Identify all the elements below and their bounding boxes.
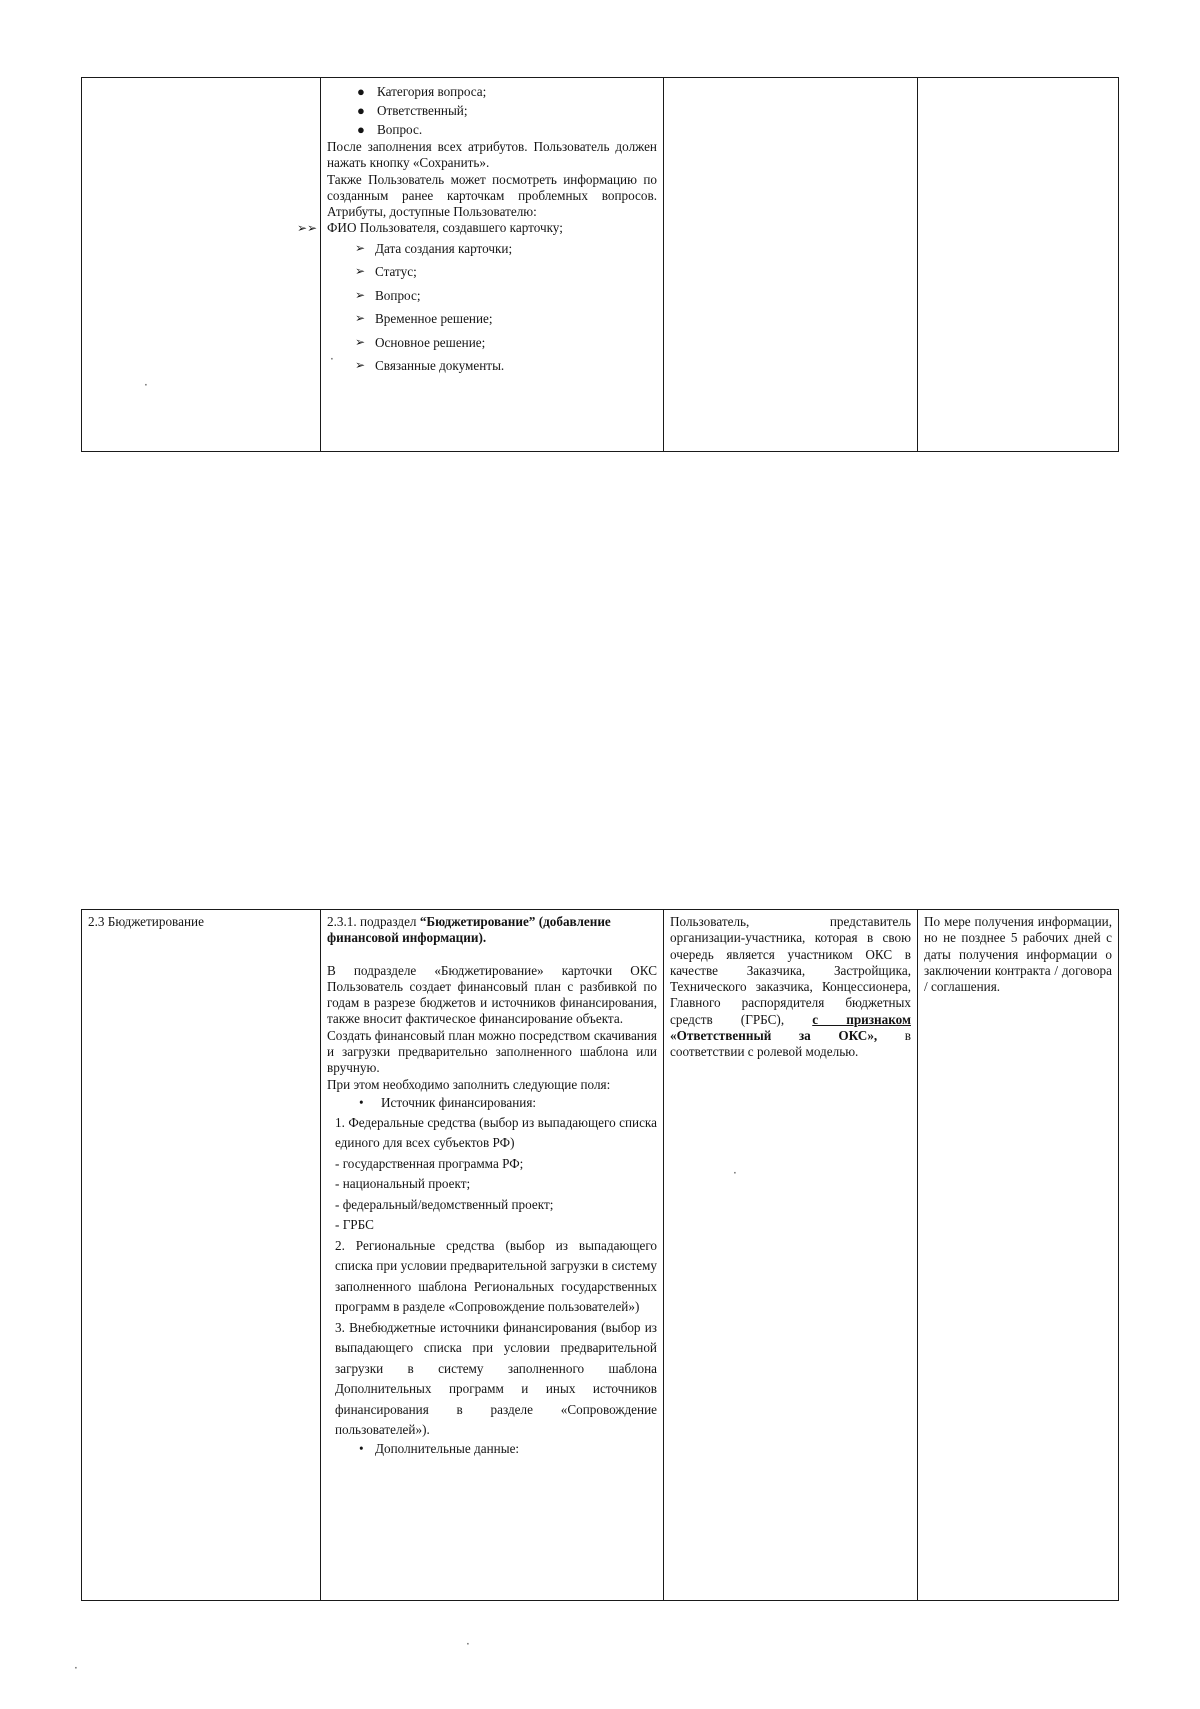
- federal-subitem: - национальный проект;: [335, 1176, 471, 1192]
- role-cell: [664, 910, 918, 1601]
- role-text: [670, 914, 911, 1061]
- paragraph: При этом необходимо заполнить следующие поля:: [327, 1076, 611, 1092]
- save-instruction-text: После заполнения всех атрибутов. Пользователь должен нажать кнопку «Сохранить».: [327, 139, 657, 171]
- source-label: • Источник финансирования:: [327, 1093, 657, 1113]
- extrabudget-funds: 3. Внебюджетные источники финансирования (выбор из выпадающего списка при условии предварительной загрузки в систему заполненного шаблона Дополнительных программ и иных источников финансирования в разделе «Сопровождение пользователей»).: [335, 1319, 657, 1438]
- view-cards-text: Также Пользователь может посмотреть информацию по созданным ранее карточкам проблемных вопросов. Атрибуты, доступные Пользователю:: [327, 171, 657, 220]
- paragraph: В подразделе «Бюджетирование» карточки ОКС Пользователь создает финансовый план с разбивкой по годам в разрезе бюджетов и источников финансирования, также вносит фактическое финансирование объекта.: [327, 962, 657, 1027]
- dot-list: [357, 82, 657, 139]
- timing-cell: [918, 910, 1119, 1601]
- role-tail: в соответствии с ролевой моделью.: [670, 1028, 912, 1060]
- scan-speck: ·: [733, 1166, 737, 1180]
- requirements-table: [81, 909, 1119, 1601]
- role-attribute-underlined: с признаком: [812, 1011, 911, 1027]
- federal-subitem: - ГРБС: [335, 1217, 374, 1233]
- spacer: [327, 947, 657, 963]
- scan-speck: ·: [330, 352, 334, 366]
- scan-speck: ·: [466, 1637, 470, 1651]
- subsection-title: “Бюджетирование” (добавление финансовой информации).: [327, 914, 611, 946]
- federal-subitem: - государственная программа РФ;: [335, 1155, 524, 1171]
- timing-text: По мере получения информации, но не позднее 5 рабочих дней с даты получения информации о заключении контракта / договора / соглашения.: [924, 914, 1112, 995]
- role-description: Пользователь, представитель организации-участника, которая в свою очередь является участником ОКС в качестве Заказчика, Застройщика, Технического заказчика, Концессионера, Главного распорядителя бюджетных средств (ГРБС),: [670, 914, 911, 1027]
- role-cell-empty: [664, 78, 918, 452]
- paragraph: Создать финансовый план можно посредством скачивания и загрузки предварительно заполненного шаблона или вручную.: [327, 1027, 657, 1076]
- list-item: ➢ Статус;: [355, 260, 657, 284]
- list-item: ➢ Временное решение;: [355, 307, 657, 331]
- fio-item-wrap: [279, 220, 657, 236]
- list-item: ➢ Вопрос;: [355, 284, 657, 308]
- description-cell: [321, 910, 664, 1601]
- section-name: 2.3 Бюджетирование: [88, 914, 204, 929]
- arrow-icon: ➢: [279, 221, 311, 236]
- section-cell: [82, 910, 321, 1601]
- description-cell: [279, 78, 664, 452]
- timing-cell-empty: [918, 78, 1119, 452]
- regional-funds: 2. Региональные средства (выбор из выпадающего списка при условии предварительной загрузки в систему заполненного шаблона Региональных государственных программ в разделе «Сопровождение пользователей»): [335, 1237, 657, 1315]
- federal-funds: 1. Федеральные средства (выбор из выпадающего списка единого для всех субъектов РФ): [335, 1114, 657, 1151]
- list-item: ● Вопрос.: [357, 120, 657, 139]
- federal-subitem: - федеральный/ведомственный проект;: [335, 1196, 554, 1212]
- list-item: ● Ответственный;: [357, 101, 657, 120]
- funding-sources: [327, 1113, 657, 1441]
- subsection-number: 2.3.1. подраздел: [327, 914, 417, 929]
- list-item: ● Категория вопроса;: [357, 82, 657, 101]
- requirements-table-continuation: [81, 77, 1119, 452]
- arrow-list: [355, 237, 657, 378]
- list-item: ➢ Основное решение;: [355, 331, 657, 355]
- list-item: ➢ Дата создания карточки;: [355, 237, 657, 261]
- subsection-heading: [327, 914, 657, 947]
- section-cell-empty: [82, 78, 321, 452]
- role-attribute-bold: «Ответственный за ОКС»,: [670, 1028, 878, 1044]
- list-item: ФИО Пользователя, создавшего карточку;: [327, 220, 563, 236]
- scan-speck: ·: [74, 1661, 78, 1675]
- table-row: [82, 78, 1119, 452]
- scan-speck: ·: [144, 378, 148, 392]
- additional-data-label: • Дополнительные данные:: [327, 1441, 657, 1457]
- table-row: [82, 910, 1119, 1601]
- list-item: ➢ Связанные документы.: [355, 354, 657, 378]
